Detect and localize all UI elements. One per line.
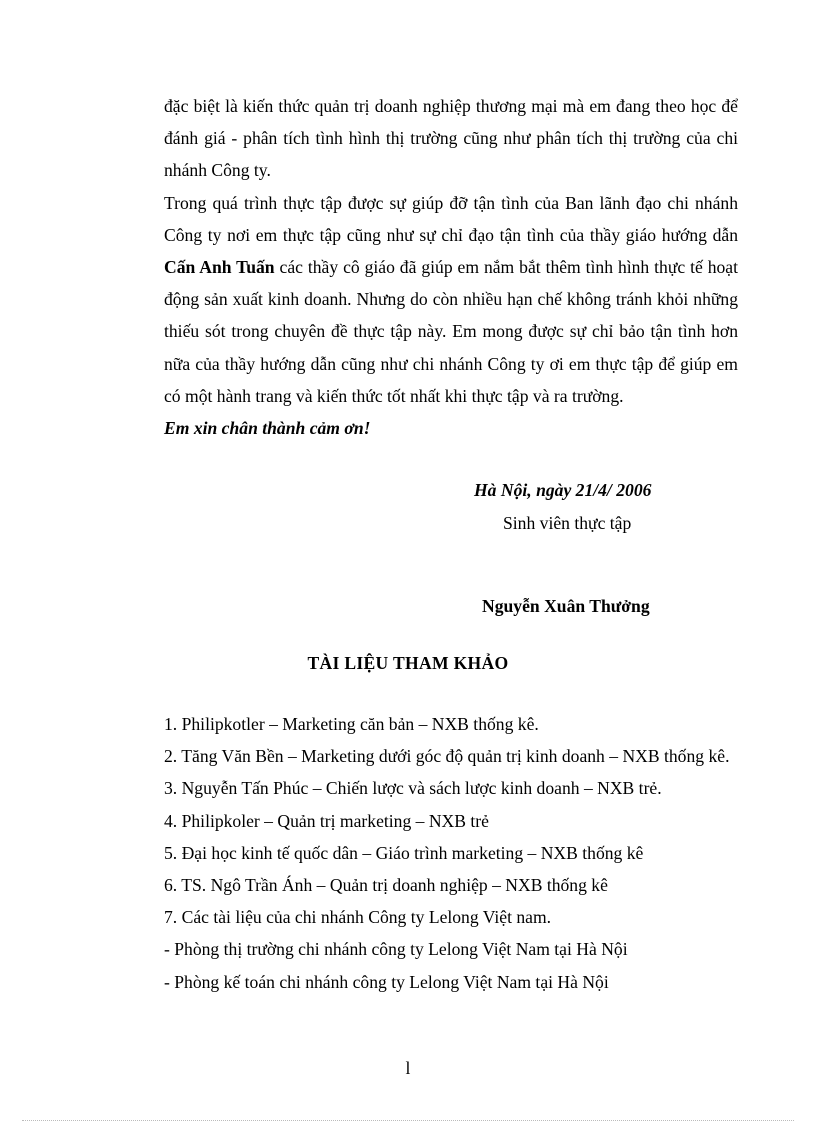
reference-item: - Phòng thị trường chi nhánh công ty Lelong Việt Nam tại Hà Nội	[164, 939, 628, 960]
page-bottom-divider	[22, 1120, 794, 1121]
references-heading: TÀI LIỆU THAM KHẢO	[307, 653, 509, 673]
reference-item: 5. Đại học kinh tế quốc dân – Giáo trình marketing – NXB thống kê	[164, 842, 644, 863]
signature-name: Nguyễn Xuân Thưởng	[482, 596, 650, 616]
paragraph-intro-continuation: đặc biệt là kiến thức quản trị doanh nghiệp thương mại mà em đang theo học để đánh giá - phân tích tình hình thị trường cũng như phân tích thị trường của chi nhánh Công ty.	[164, 96, 738, 181]
thanks-line: Em xin chân thành cảm ơn!	[164, 418, 371, 439]
references-list	[164, 708, 738, 998]
reference-item: - Phòng kế toán chi nhánh công ty Lelong Việt Nam tại Hà Nội	[164, 971, 609, 992]
paragraph-acknowledgement-end: các thầy cô giáo đã giúp em nắm bắt thêm tình hình thực tế hoạt động sản xuất kinh doanh. Nhưng do còn nhiều hạn chế không tránh khỏi những thiếu sót trong chuyên đề thực tập này. Em mong được sự chỉ bảo tận tình hơn nữa của thầy hướng dẫn cũng như chi nhánh Công ty ơi em thực tập để giúp em có một hành trang và kiến thức tốt nhất khi thực tập và ra trường.	[164, 257, 738, 406]
page-number: l	[405, 1058, 411, 1078]
signature-place-date: Hà Nội, ngày 21/4/ 2006	[474, 480, 652, 500]
paragraph-acknowledgement	[164, 187, 738, 412]
reference-item: 4. Philipkoler – Quản trị marketing – NXB trẻ	[164, 810, 489, 831]
reference-item: 7. Các tài liệu của chi nhánh Công ty Lelong Việt nam.	[164, 907, 552, 928]
teacher-name: Cấn Anh Tuấn	[164, 257, 275, 278]
reference-item: 2. Tăng Văn Bền – Marketing dưới góc độ quản trị kinh doanh – NXB thống kê.	[164, 746, 730, 767]
signature-role: Sinh viên thực tập	[503, 513, 632, 533]
reference-item: 1. Philipkotler – Marketing căn bản – NXB thống kê.	[164, 714, 539, 734]
body-text	[164, 90, 738, 444]
paragraph-acknowledgement-start: Trong quá trình thực tập được sự giúp đỡ tận tình của Ban lãnh đạo chi nhánh Công ty nơi em thực tập cũng như sự chỉ đạo tận tình của thầy giáo hướng dẫn	[164, 192, 738, 245]
reference-item: 3. Nguyễn Tấn Phúc – Chiến lược và sách lược kinh doanh – NXB trẻ.	[164, 778, 662, 799]
reference-item: 6. TS. Ngô Trần Ánh – Quản trị doanh nghiệp – NXB thống kê	[164, 875, 608, 896]
